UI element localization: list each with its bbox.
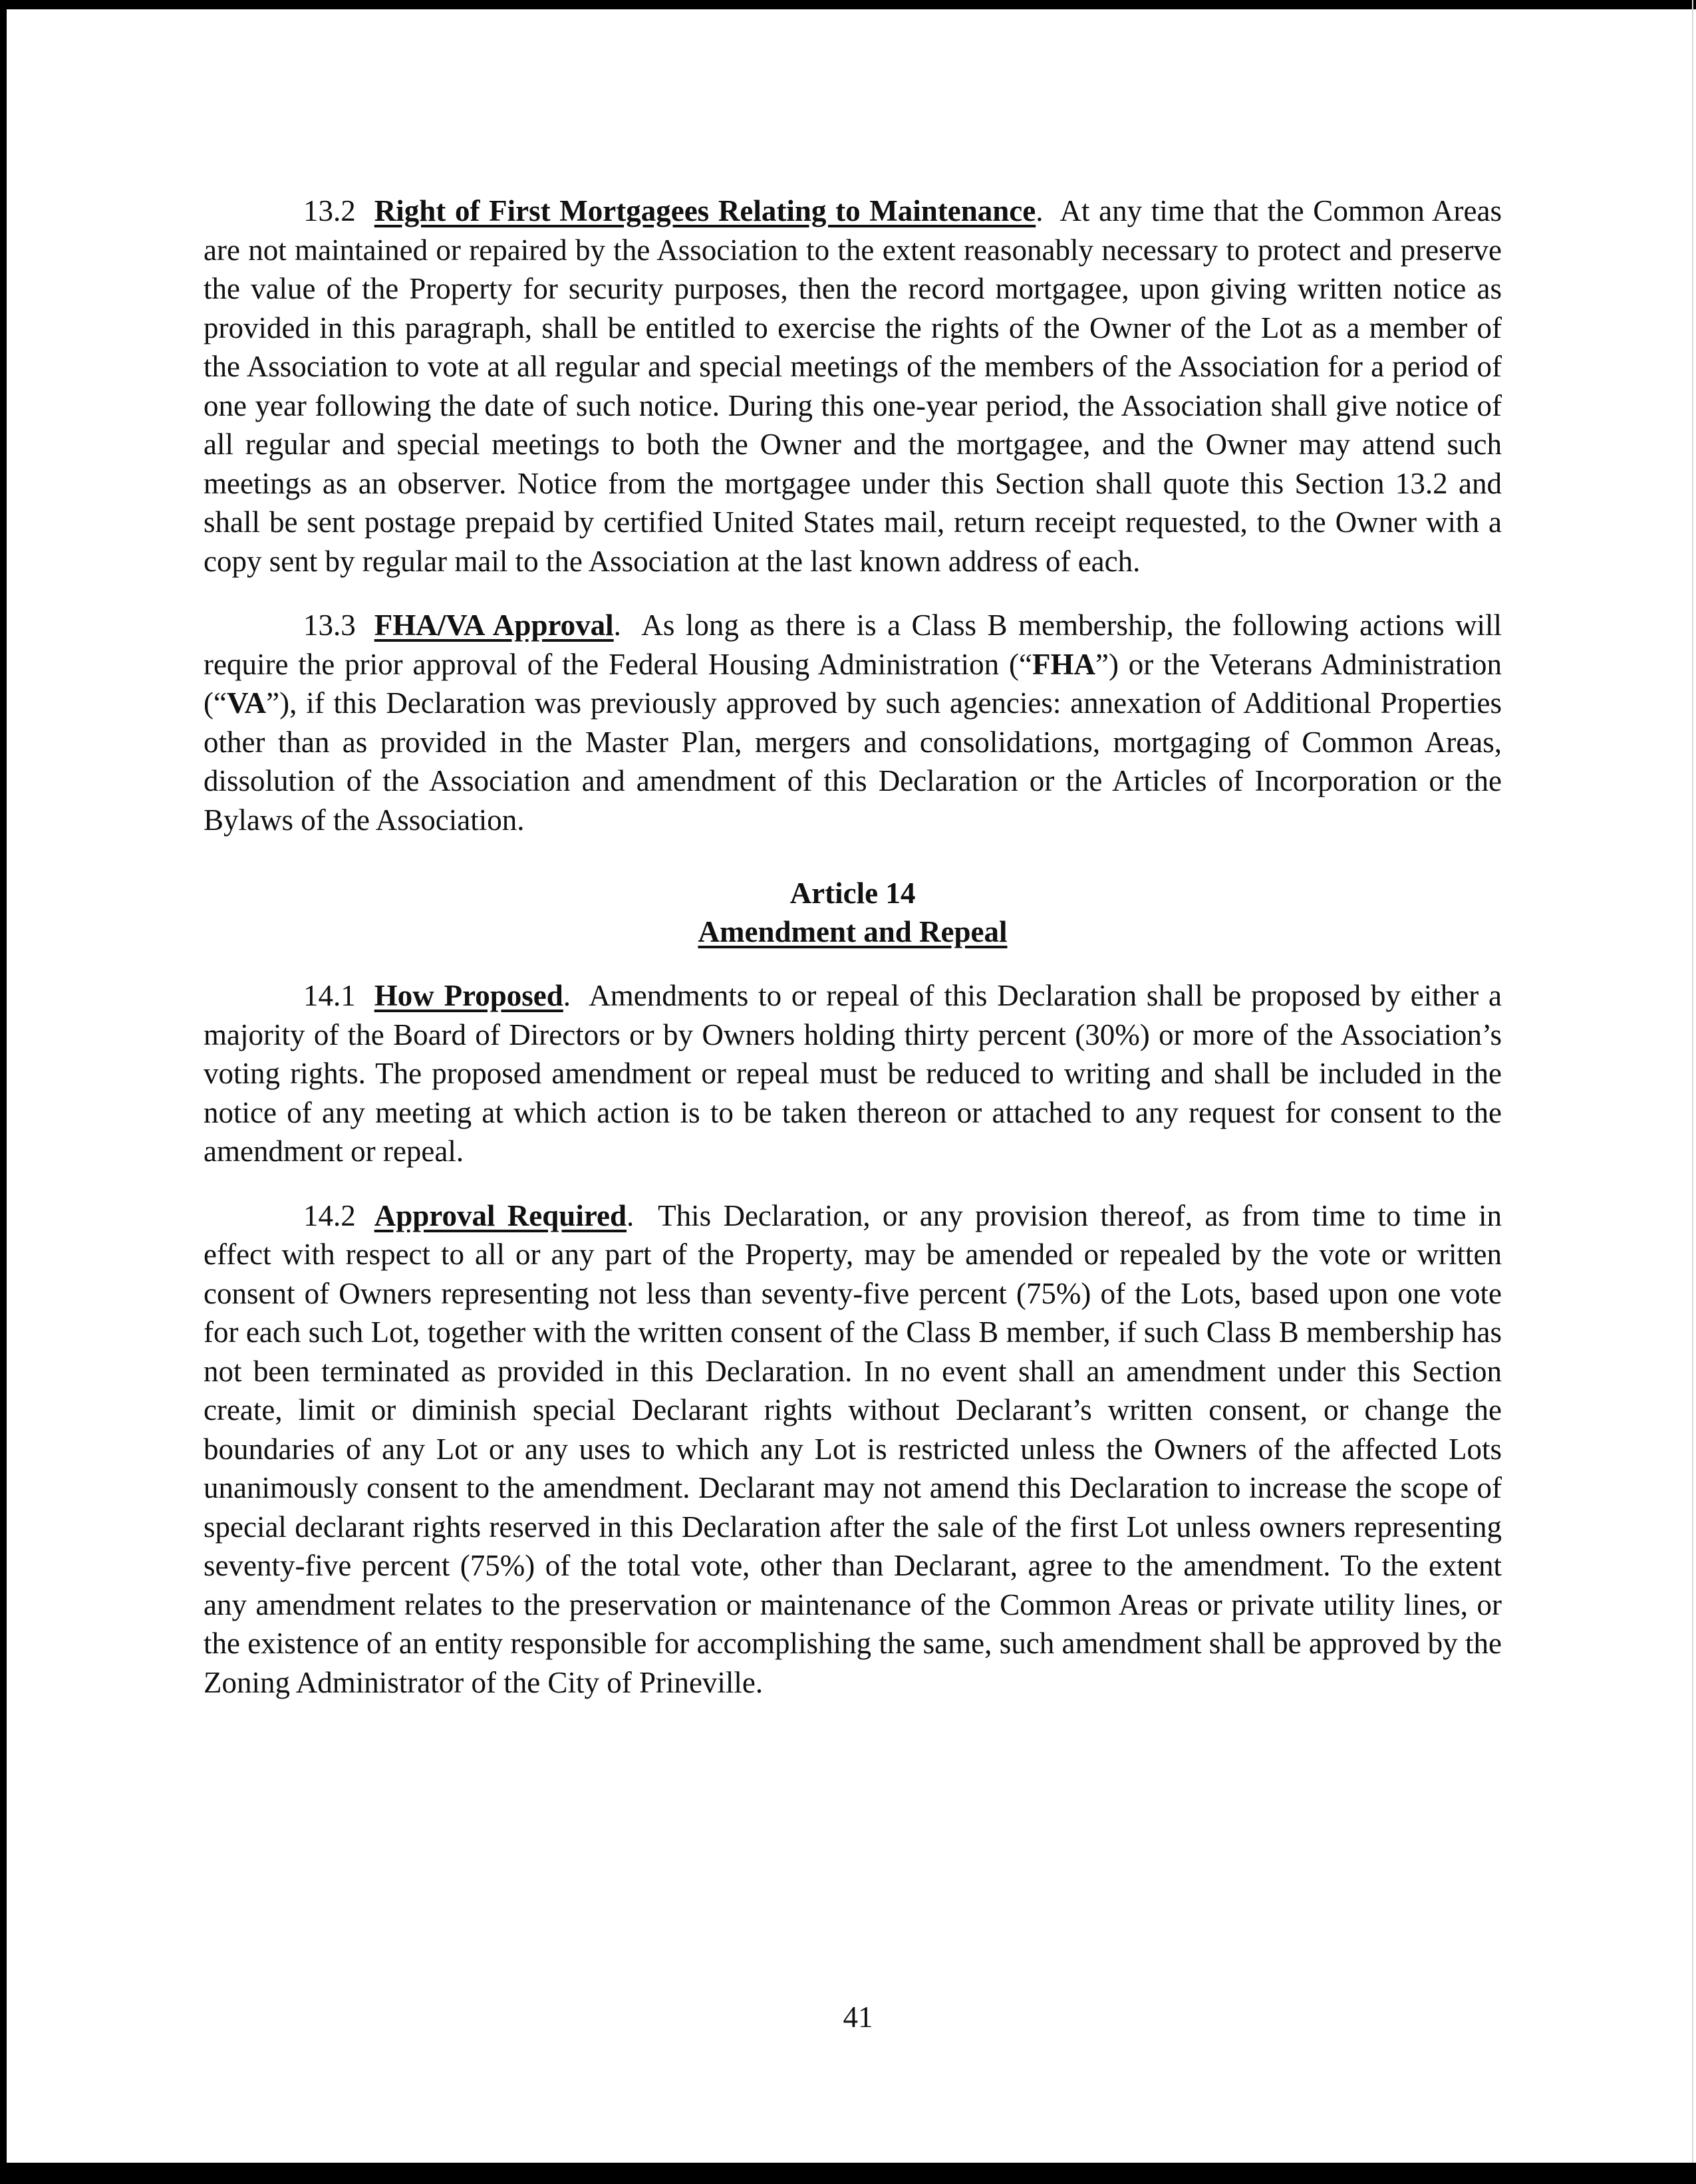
heading-period: . bbox=[613, 609, 621, 642]
heading-period: . bbox=[563, 979, 571, 1012]
section-heading: How Proposed bbox=[374, 979, 563, 1012]
scan-border-left bbox=[0, 0, 7, 2184]
section-body-part-3: ”), if this Declaration was previously approved by such agencies: annexation of Additional Properties other than as provided in the Master Plan, mergers and consolidations, mortgaging of Common Areas, dissolution of the Association and amendment of this Declaration or the Articles of Incorporation or the Bylaws of the Association. bbox=[204, 686, 1502, 837]
scan-border-bottom bbox=[0, 2163, 1696, 2184]
article-header bbox=[204, 874, 1502, 951]
section-heading: FHA/VA Approval bbox=[374, 609, 614, 642]
section-heading: Approval Required bbox=[374, 1198, 627, 1232]
section-number: 13.3 bbox=[303, 609, 356, 642]
heading-period: . bbox=[1036, 194, 1044, 227]
section-body: At any time that the Common Areas are not maintained or repaired by the Association to the extent reasonably necessary to protect and preserve the value of the Property for security purposes, then the record mortgagee, upon giving written notice as provided in this paragraph, shall be entitled to exercise the rights of the Owner of the Lot as a member of the Association to vote at all regular and special meetings of the members of the Association for a period of one year following the date of such notice. During this one-year period, the Association shall give notice of all regular and special meetings to both the Owner and the mortgagee, and the Owner may attend such meetings as an observer. Notice from the mortgagee under this Section shall quote this Section 13.2 and shall be sent postage prepaid by certified United States mail, return receipt requested, to the Owner with a copy sent by regular mail to the Association at the last known address of each. bbox=[204, 194, 1502, 578]
article-subtitle: Amendment and Repeal bbox=[698, 915, 1008, 948]
article-title: Article 14 bbox=[789, 877, 916, 910]
section-body: Amendments to or repeal of this Declaration shall be proposed by either a majority of the Board of Directors or by Owners holding thirty percent (30%) or more of the Association’s voting rights. The proposed amendment or repeal must be reduced to writing and shall be included in the notice of any meeting at which action is to be taken thereon or attached to any request for consent to the amendment or repeal. bbox=[204, 979, 1502, 1168]
document-body bbox=[204, 192, 1502, 1702]
section-number: 14.2 bbox=[303, 1198, 356, 1232]
page-number: 41 bbox=[843, 2000, 873, 2034]
section-body: This Declaration, or any provision thereof, as from time to time in effect with respect to all or any part of the Property, may be amended or repealed by the vote or written consent of Owners representing not less than seventy-five percent (75%) of the Lots, based upon one vote for each such Lot, together with the written consent of the Class B member, if such Class B membership has not been terminated as provided in this Declaration. In no event shall an amendment under this Section create, limit or diminish special Declarant rights without Declarant’s written consent, or change the boundaries of any Lot or any uses to which any Lot is restricted unless the Owners of the affected Lots unanimously consent to the amendment. Declarant may not amend this Declaration to increase the scope of special declarant rights reserved in this Declaration after the sale of the first Lot unless owners representing seventy-five percent (75%) of the total vote, other than Declarant, agree to the amendment. To the extent any amendment relates to the preservation or maintenance of the Common Areas or private utility lines, or the existence of an entity responsible for accomplishing the same, such amendment shall be approved by the Zoning Administrator of the City of Prineville. bbox=[204, 1198, 1502, 1699]
va-defined-term: VA bbox=[226, 686, 267, 720]
section-number: 14.1 bbox=[303, 979, 356, 1012]
section-heading: Right of First Mortgagees Relating to Maintenance bbox=[374, 194, 1036, 227]
section-14-1 bbox=[204, 976, 1502, 1171]
section-body-part-1: As long as there is a Class B membership, the following actions will require the prior approval of the Federal Housing Administration (“ bbox=[204, 609, 1502, 681]
fha-defined-term: FHA bbox=[1032, 647, 1095, 681]
section-body-part-2: ”) or the Veterans Administration (“ bbox=[204, 647, 1502, 720]
section-13-2 bbox=[204, 192, 1502, 581]
heading-period: . bbox=[627, 1198, 635, 1232]
scan-border-right bbox=[1692, 0, 1693, 2184]
section-number: 13.2 bbox=[303, 194, 356, 227]
section-14-2 bbox=[204, 1196, 1502, 1703]
section-13-3 bbox=[204, 606, 1502, 839]
scan-border-top bbox=[0, 0, 1696, 9]
